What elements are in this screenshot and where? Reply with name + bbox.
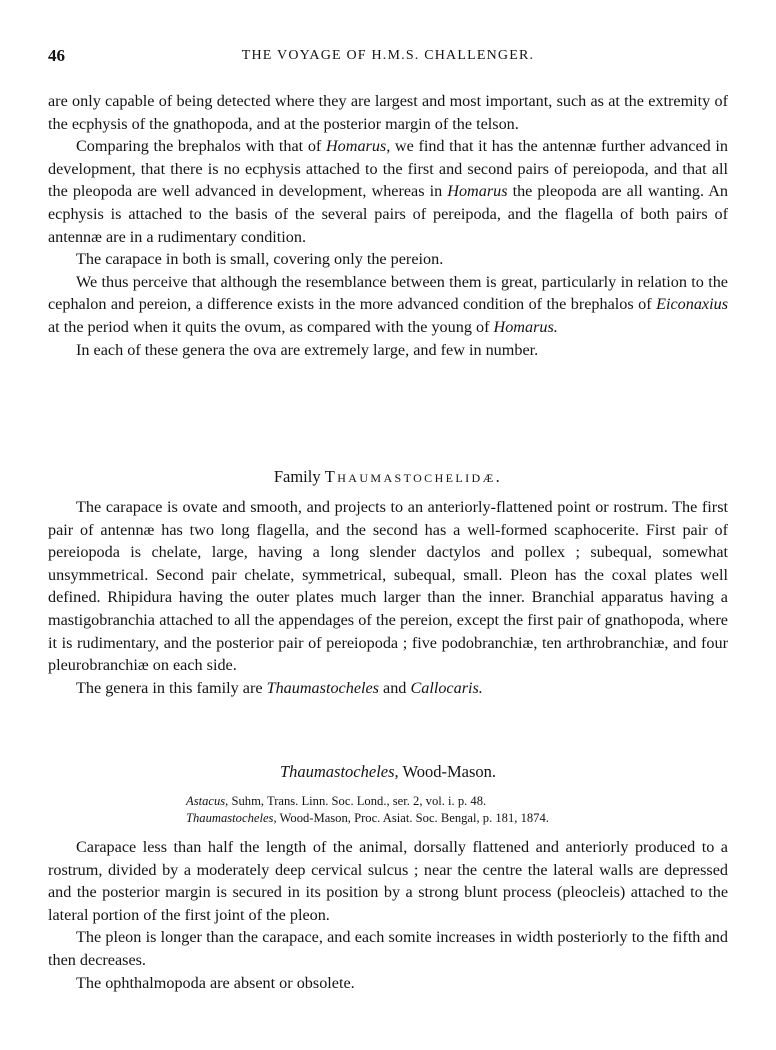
- taxon-name: Homarus,: [325, 137, 391, 156]
- text-run: and: [378, 678, 411, 697]
- family-name: Thaumastochelidæ.: [324, 467, 503, 486]
- synonymy-entry: [186, 810, 686, 827]
- text-run: Comparing the brephalos with that of: [76, 137, 326, 156]
- page-number: 46: [48, 46, 65, 65]
- section-brephalos-comparison: [48, 90, 728, 361]
- taxon-name: Thaumastocheles: [266, 678, 379, 697]
- paragraph-resemblance: [48, 271, 728, 339]
- taxon-name: Callocaris.: [410, 678, 483, 697]
- synonym-name: Astacus,: [186, 794, 229, 808]
- synonym-reference: Wood-Mason, Proc. Asiat. Soc. Bengal, p. 181, 1874.: [276, 811, 549, 825]
- family-prefix: Family: [273, 467, 325, 486]
- paragraph-ova: In each of these genera the ova are extremely large, and few in number.: [76, 340, 539, 359]
- text-run: we find that it has the antennæ further advanced in development, that there is no ecphysis attached to the first and second pairs of pereiopoda, and that all the pleopoda are well advanced in development, whereas in: [48, 137, 729, 201]
- family-heading: [48, 467, 728, 487]
- text-run: We thus perceive that although the resemblance between them is great, particularly in relation to the cephalon and pereion, a difference exists in the more advanced condition of the brephalos of: [48, 272, 728, 314]
- paragraph-ophthalmopoda: The ophthalmopoda are absent or obsolete.: [76, 973, 355, 992]
- text-run: at the period when it quits the ovum, as compared with the young of: [48, 317, 494, 336]
- paragraph-genera: [48, 677, 728, 700]
- text-run: the pleopoda are all wanting. An ecphysis is attached to the basis of the several pairs of pereipoda, and the flagella of both pairs of antennæ are in a rudimentary condition.: [48, 182, 728, 246]
- running-head: THE VOYAGE OF H.M.S. CHALLENGER.: [241, 48, 535, 63]
- taxon-name: Homarus: [447, 182, 508, 201]
- paragraph-continued: are only capable of being detected where they are largest and most important, such as at the extremity of the ecphysis of the gnathopoda, and at the posterior margin of the telson.: [48, 92, 728, 133]
- synonymy-entry: [186, 793, 686, 810]
- synonym-name: Thaumastocheles,: [186, 811, 277, 825]
- genus-heading: [48, 762, 728, 782]
- genus-name: Thaumastocheles,: [279, 762, 399, 781]
- taxon-name: Eiconaxius: [656, 295, 728, 314]
- paragraph-pleon: The pleon is longer than the carapace, and each somite increases in width posteriorly to the fifth and then decreases.: [48, 928, 728, 969]
- taxon-name: Homarus.: [493, 317, 558, 336]
- section-family-description: [48, 496, 728, 699]
- page-header: [48, 46, 728, 66]
- synonym-reference: Suhm, Trans. Linn. Soc. Lond., ser. 2, vol. i. p. 48.: [228, 794, 487, 808]
- paragraph-carapace-description: Carapace less than half the length of the animal, dorsally flattened and anteriorly produced to a rostrum, divided by a moderately deep cervical sulcus ; near the centre the lateral walls are depressed and the posterior margin is secured in its position by a strong blunt process (pleocleis) attached to the lateral portion of the first joint of the pleon.: [48, 838, 728, 924]
- paragraph-homarus-comparison: [48, 135, 728, 248]
- section-genus-description: [48, 836, 728, 994]
- synonymy-list: [186, 793, 686, 827]
- genus-author: Wood-Mason.: [398, 762, 497, 781]
- paragraph-family-characters: The carapace is ovate and smooth, and projects to an anteriorly-flattened point or rostrum. The first pair of antennæ has two long flagella, and the second has a well-formed scaphocerite. First pair of pereiopoda is chelate, large, having a long slender dactylos and pollex ; subequal, somewhat unsymmetrical. Second pair chelate, symmetrical, subequal, small. Pleon has the coxal plates well defined. Rhipidura having the outer plates much larger than the inner. Branchial apparatus having a mastigobranchia attached to all the appendages of the pereion, except the first pair of gnathopoda, where it is rudimentary, and the posterior pair of pereiopoda ; five podobranchiæ, ten arthrobranchiæ, and four pleurobranchiæ on each side.: [48, 498, 728, 675]
- text-run: The genera in this family are: [76, 678, 267, 697]
- paragraph-carapace: The carapace in both is small, covering only the pereion.: [76, 250, 444, 269]
